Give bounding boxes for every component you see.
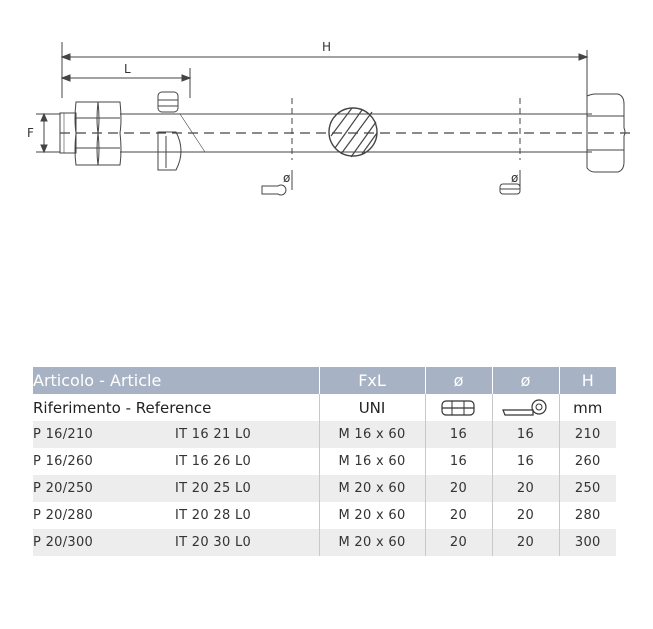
cell-h: 300 (559, 529, 616, 556)
cell-h: 210 (559, 421, 616, 448)
cell-ref: P 20/300 (33, 529, 175, 556)
cell-dia-1: 16 (425, 448, 492, 475)
cell-it: IT 20 30 L0 (175, 529, 319, 556)
h-arrow-right (579, 54, 587, 60)
subheader-uni: UNI (319, 394, 425, 421)
header-article: Articolo - Article (33, 367, 319, 394)
table-row (33, 475, 616, 502)
subheader-mm: mm (559, 394, 616, 421)
cell-fxl: M 20 x 60 (319, 502, 425, 529)
cell-dia-1: 20 (425, 475, 492, 502)
header-h: H (559, 367, 616, 394)
cell-dia-2: 16 (492, 448, 559, 475)
dim-f-label: F (27, 126, 34, 140)
cell-fxl: M 16 x 60 (319, 421, 425, 448)
header-dia-1: ø (425, 367, 492, 394)
pin-clip-top (158, 92, 178, 112)
bolt-technical-drawing (0, 0, 653, 230)
f-arrow-bottom (41, 145, 47, 152)
cell-ref: P 16/260 (33, 454, 94, 469)
table-row (33, 529, 616, 556)
cell-it: IT 16 26 L0 (175, 454, 252, 469)
cell-ref: P 20/280 (33, 508, 94, 523)
cell-fxl: M 16 x 60 (319, 448, 425, 475)
l-arrow-right (182, 75, 190, 81)
h-arrow-left (62, 54, 70, 60)
washer-pin-mini-icon (262, 185, 286, 195)
table-row (33, 421, 616, 448)
dim-h-label: H (322, 40, 332, 54)
cell-h: 250 (559, 475, 616, 502)
l-arrow-left (62, 75, 70, 81)
header-dia-2: ø (492, 367, 559, 394)
cell-dia-1: 20 (425, 529, 492, 556)
washer-pin-icon (492, 394, 559, 421)
spec-table (33, 367, 616, 556)
cell-h: 280 (559, 502, 616, 529)
dim-dia-2-label: ø (511, 171, 519, 185)
header-fxl: FxL (319, 367, 425, 394)
table-header-row (33, 367, 616, 394)
cell-ref: P 20/250 (33, 475, 175, 502)
split-pin-icon (425, 394, 492, 421)
f-arrow-top (41, 114, 47, 121)
cell-dia-1: 16 (425, 421, 492, 448)
dim-l-label: L (124, 62, 131, 76)
table-subheader-row (33, 394, 616, 421)
cell-h: 260 (559, 448, 616, 475)
cell-fxl: M 20 x 60 (319, 529, 425, 556)
table-row (33, 448, 616, 475)
dim-dia-1-label: ø (283, 171, 291, 185)
cell-ref: P 16/210 (33, 421, 175, 448)
pin-clip-bottom (158, 132, 181, 170)
cell-dia-2: 20 (492, 475, 559, 502)
cell-fxl: M 20 x 60 (319, 475, 425, 502)
cell-dia-2: 20 (492, 502, 559, 529)
cell-dia-2: 20 (492, 529, 559, 556)
cell-it: IT 20 25 L0 (175, 475, 319, 502)
subheader-reference: Riferimento - Reference (33, 398, 212, 417)
cell-dia-2: 16 (492, 421, 559, 448)
cell-it: IT 20 28 L0 (175, 508, 252, 523)
cell-dia-1: 20 (425, 502, 492, 529)
table-row (33, 502, 616, 529)
cell-it: IT 16 21 L0 (175, 421, 319, 448)
